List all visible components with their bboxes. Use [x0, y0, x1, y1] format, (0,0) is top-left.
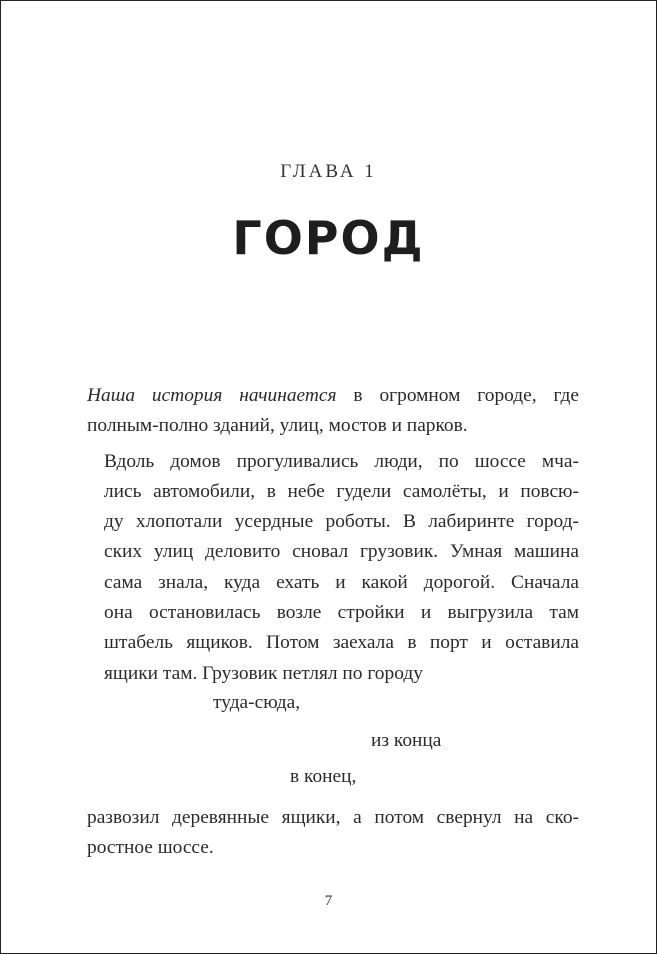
- chapter-label: ГЛАВА 1: [280, 161, 377, 182]
- paragraph-1-line-2: полным-полно зданий, улиц, мостов и парков.: [87, 415, 468, 437]
- chapter-title: ГОРОД: [232, 211, 425, 265]
- paragraph-3-line-2: ростное шоссе.: [87, 837, 214, 859]
- body-text-continued: [87, 803, 579, 864]
- paragraph-2: [87, 447, 579, 689]
- paragraph-3: [87, 803, 579, 864]
- body-text: [87, 381, 579, 689]
- stair-step-2: из конца: [371, 730, 442, 751]
- paragraph-1: [87, 381, 579, 442]
- italic-lead: Наша история начинается: [87, 385, 337, 406]
- paragraph-2-line: ящики там. Грузовик петлял по городу: [104, 662, 423, 684]
- paragraph-1-line-1-rest: в огромном городе, где: [336, 385, 579, 406]
- stair-step-3: в конец,: [290, 766, 357, 787]
- paragraph-2-line: ду хлопотали усердные роботы. В лабиринте город-: [104, 511, 579, 533]
- paragraph-2-line: сама знала, куда ехать и какой дорогой. Сначала: [104, 571, 579, 593]
- page-number: 7: [324, 893, 333, 909]
- paragraph-2-line: Вдоль домов прогуливались люди, по шоссе мча-: [104, 450, 579, 472]
- paragraph-1-line-1: [87, 381, 579, 411]
- paragraph-3-line-1: развозил деревянные ящики, а потом свернул на ско-: [87, 807, 579, 828]
- paragraph-2-line: лись автомобили, в небе гудели самолёты, и повсю-: [104, 480, 579, 502]
- paragraph-2-line: ских улиц деловито сновал грузовик. Умная машина: [104, 541, 579, 563]
- stair-step-1: туда-сюда,: [213, 692, 301, 713]
- paragraph-2-line: она остановилась возле стройки и выгрузила там: [104, 602, 579, 624]
- paragraph-2-line: штабель ящиков. Потом заехала в порт и оставила: [104, 632, 579, 654]
